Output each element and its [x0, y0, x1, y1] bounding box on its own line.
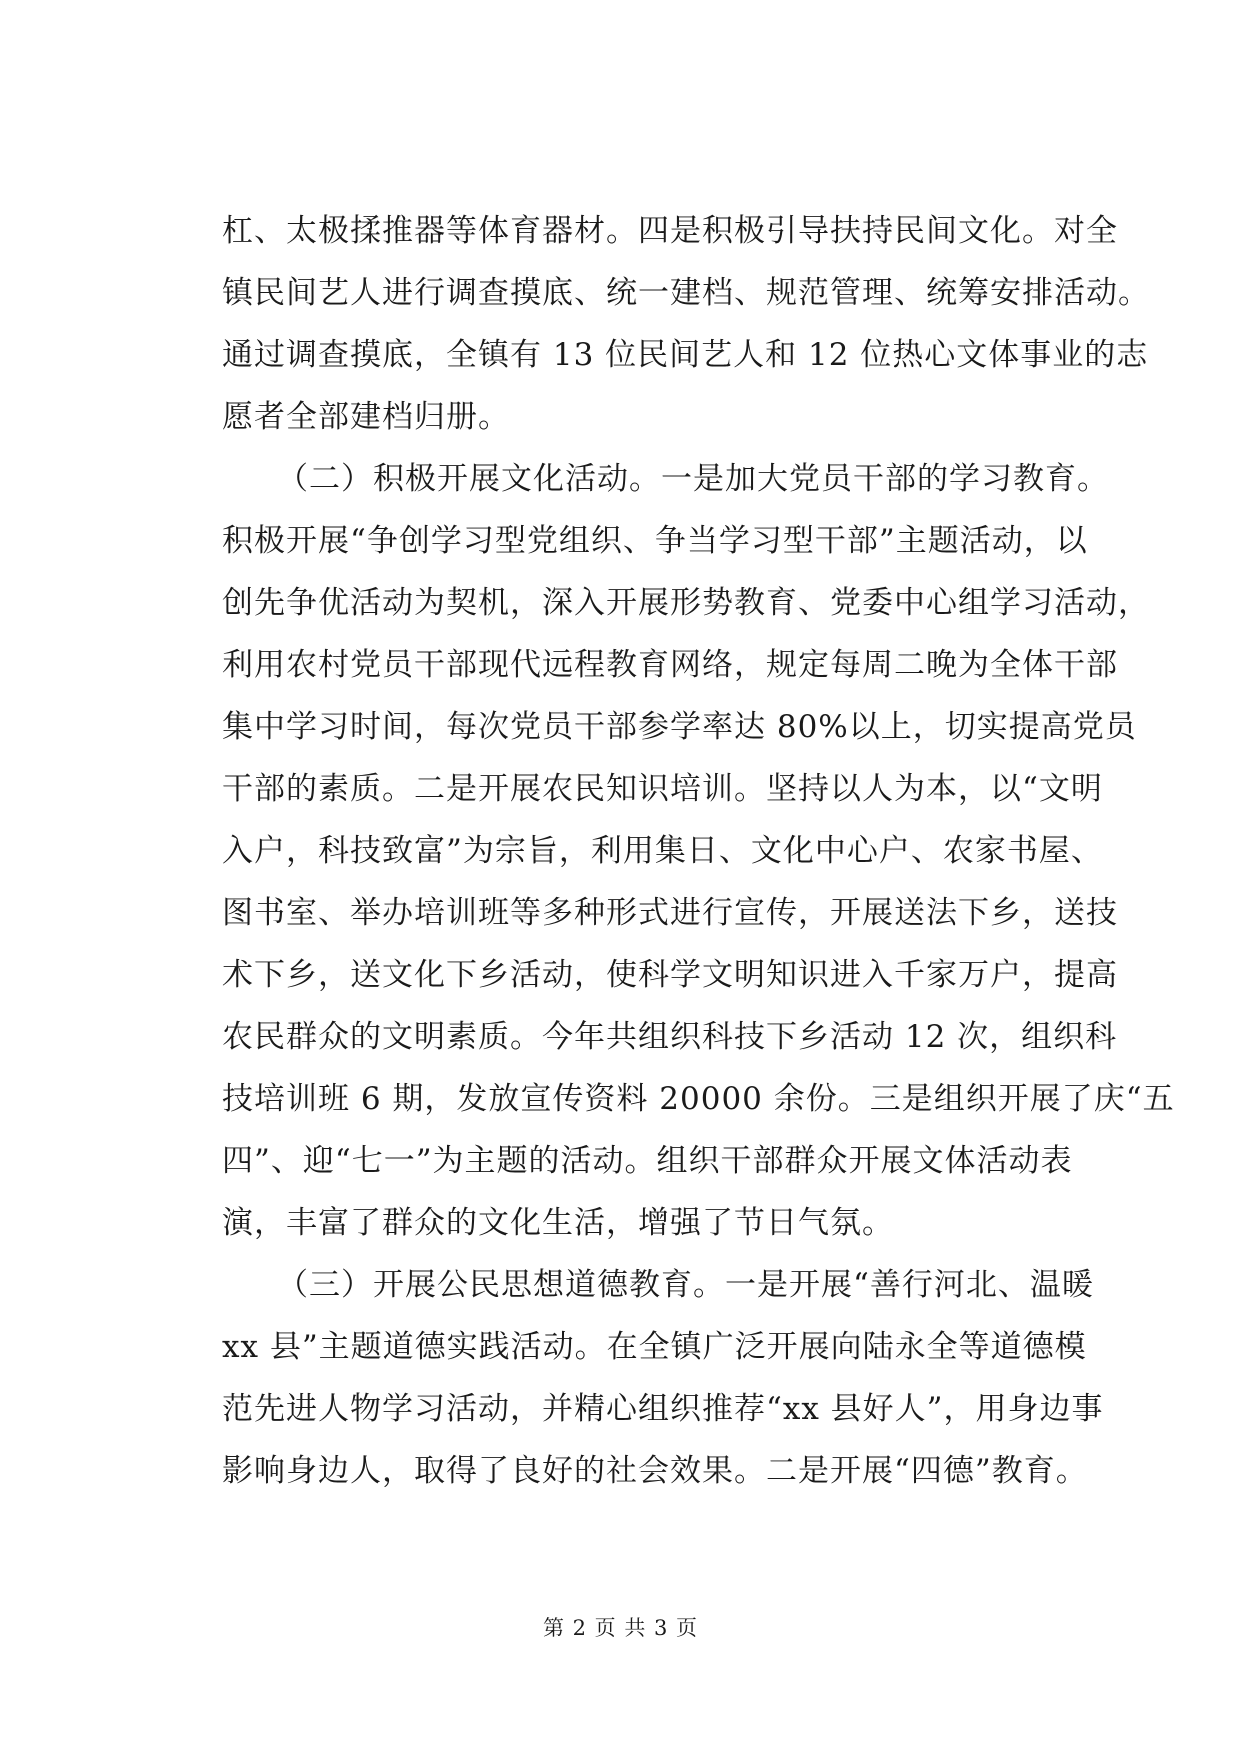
- text-line: 镇民间艺人进行调查摸底、统一建档、规范管理、统筹安排活动。: [222, 275, 1150, 311]
- paragraph-3: [222, 1254, 1104, 1502]
- text-line: 入户，科技致富”为宗旨，利用集日、文化中心户、农家书屋、: [222, 833, 1103, 869]
- text-line: 农民群众的文明素质。今年共组织科技下乡活动 12 次，组织科: [222, 1019, 1118, 1055]
- text-line: 术下乡，送文化下乡活动，使科学文明知识进入千家万户，提高: [222, 957, 1118, 993]
- text-line: （二）积极开展文化活动。一是加大党员干部的学习教育。: [277, 461, 1109, 497]
- text-line: 通过调查摸底，全镇有 13 位民间艺人和 12 位热心文体事业的志: [222, 337, 1149, 373]
- paragraph-1: [222, 200, 1150, 448]
- text-line: 利用农村党员干部现代远程教育网络，规定每周二晚为全体干部: [222, 647, 1118, 683]
- text-line: （三）开展公民思想道德教育。一是开展“善行河北、温暖: [277, 1267, 1094, 1303]
- text-line: 愿者全部建档归册。: [222, 399, 510, 435]
- text-line: 技培训班 6 期，发放宣传资料 20000 余份。三是组织开展了庆“五: [222, 1081, 1175, 1117]
- text-line: 图书室、举办培训班等多种形式进行宣传，开展送法下乡，送技: [222, 895, 1118, 931]
- text-line: 集中学习时间，每次党员干部参学率达 80%以上，切实提高党员: [222, 709, 1137, 745]
- text-line: 干部的素质。二是开展农民知识培训。坚持以人为本，以“文明: [222, 771, 1103, 807]
- text-line: 四”、迎“七一”为主题的活动。组织干部群众开展文体活动表: [222, 1143, 1073, 1179]
- text-line: 创先争优活动为契机，深入开展形势教育、党委中心组学习活动，: [222, 585, 1150, 621]
- text-line: 杠、太极揉推器等体育器材。四是积极引导扶持民间文化。对全: [222, 213, 1118, 249]
- text-line: 影响身边人，取得了良好的社会效果。二是开展“四德”教育。: [222, 1453, 1088, 1489]
- text-line: xx 县”主题道德实践活动。在全镇广泛开展向陆永全等道德模: [222, 1329, 1087, 1365]
- text-line: 范先进人物学习活动，并精心组织推荐“xx 县好人”，用身边事: [222, 1391, 1104, 1427]
- text-line: 演，丰富了群众的文化生活，增强了节日气氛。: [222, 1205, 894, 1241]
- text-line: 积极开展“争创学习型党组织、争当学习型干部”主题活动，以: [222, 523, 1088, 559]
- page-footer: 第 2 页 共 3 页: [542, 1616, 699, 1640]
- paragraph-2: [222, 448, 1175, 1254]
